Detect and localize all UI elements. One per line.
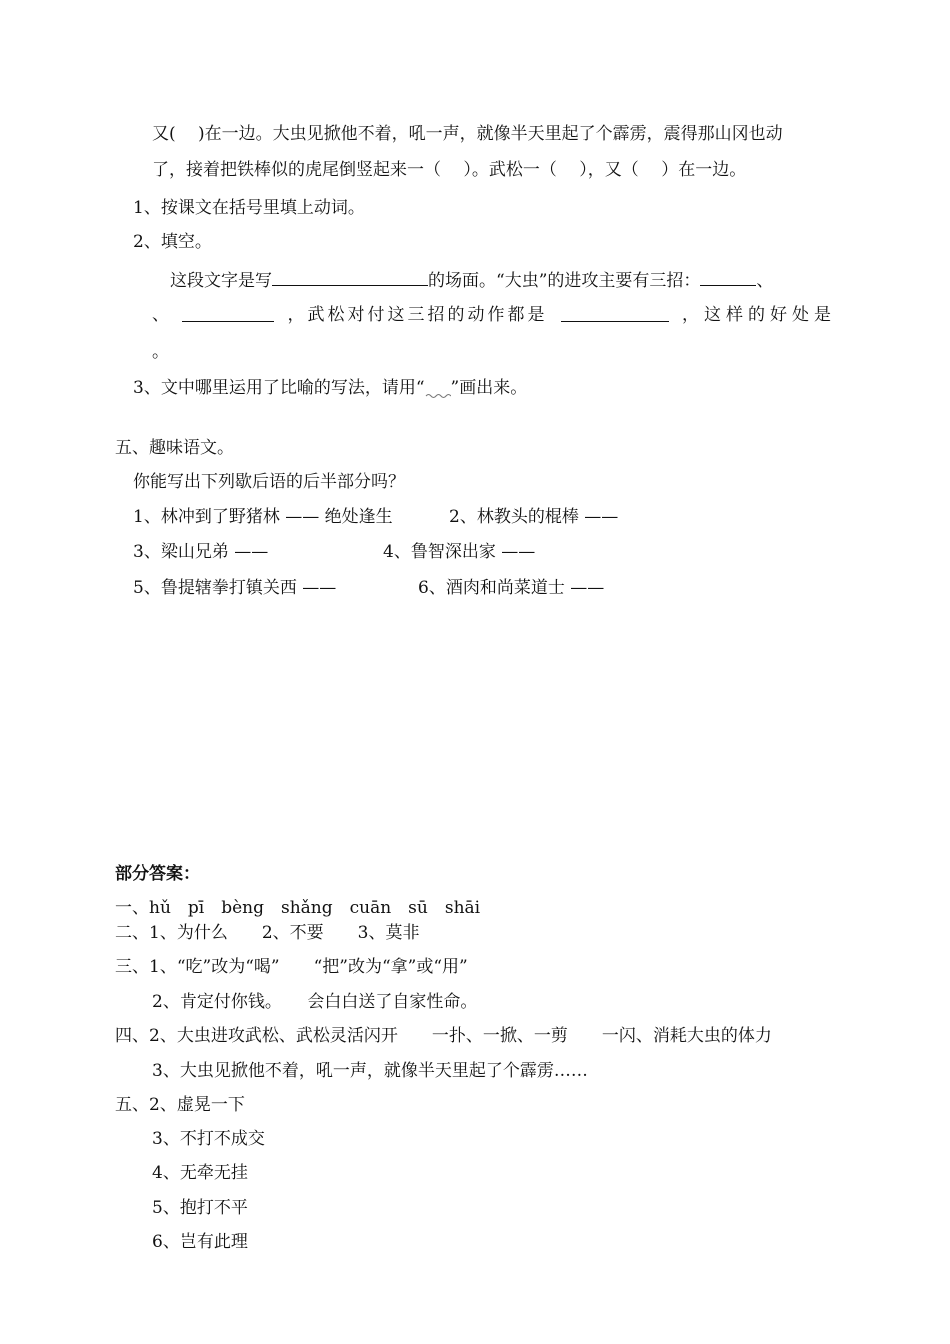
answer-4-3: 3、大虫见掀他不着，吼一声，就像半天里起了个霹雳…… <box>152 1061 588 1081</box>
answer-blank-2[interactable] <box>700 267 756 286</box>
answer-5-6: 6、岂有此理 <box>152 1232 248 1252</box>
question-2-fill-line-1 <box>170 267 773 293</box>
xiehouyu-item-5: 5、鲁提辖拳打镇关西 —— <box>133 578 337 598</box>
answer-blank-1[interactable] <box>272 267 428 286</box>
q2-text-g: 。 <box>152 342 169 362</box>
q2-text-e: ，武松对付这三招的动作都是 <box>287 305 548 325</box>
q2-text-f: ，这样的好处是 <box>682 305 836 325</box>
passage-line-2: 了，接着把铁棒似的虎尾倒竖起来一（ ）。武松一（ ），又（ ）在一边。 <box>152 160 747 180</box>
q2-text-d: 、 <box>152 305 169 325</box>
q3-text-a: 3、文中哪里运用了比喻的写法，请用“ <box>133 378 425 398</box>
answer-blank-4[interactable] <box>561 303 669 322</box>
xiehouyu-item-4: 4、鲁智深出家 —— <box>383 542 536 562</box>
xiehouyu-item-6: 6、酒肉和尚菜道士 —— <box>418 578 605 598</box>
answer-3: 三、1、“吃”改为“喝” “把”改为“拿”或“用” <box>115 957 468 977</box>
section-5-prompt: 你能写出下列歇后语的后半部分吗？ <box>133 472 405 492</box>
answer-5-5: 5、抱打不平 <box>152 1198 248 1218</box>
xiehouyu-item-3: 3、梁山兄弟 —— <box>133 542 269 562</box>
answer-3-2: 2、肯定付你钱。 会白白送了自家性命。 <box>152 992 478 1012</box>
xiehouyu-item-1: 1、林冲到了野猪林 —— 绝处逢生 <box>133 507 393 527</box>
wavy-underline-icon <box>425 385 451 399</box>
answer-4: 四、2、大虫进攻武松、武松灵活闪开 一扑、一掀、一剪 一闪、消耗大虫的体力 <box>115 1026 772 1046</box>
q3-text-b: ”画出来。 <box>450 378 528 398</box>
answer-blank-3[interactable] <box>182 303 274 322</box>
question-2-fill-line-2 <box>152 303 836 327</box>
answer-5-3: 3、不打不成交 <box>152 1129 265 1149</box>
answer-5: 五、2、虚晃一下 <box>115 1095 245 1115</box>
question-3 <box>133 376 527 400</box>
section-5-title: 五、趣味语文。 <box>115 438 234 458</box>
question-2: 2、填空。 <box>133 232 212 252</box>
passage-line-1: 又( )在一边。大虫见掀他不着，吼一声，就像半天里起了个霹雳，震得那山冈也动 <box>152 124 783 144</box>
q2-text-b: 的场面。“大虫”的进攻主要有三招： <box>428 271 701 291</box>
answers-title: 部分答案： <box>115 864 200 884</box>
q2-text-a: 这段文字是写 <box>170 271 272 291</box>
q2-text-c: 、 <box>756 271 774 291</box>
xiehouyu-item-2: 2、林教头的棍棒 —— <box>449 507 619 527</box>
answer-1: 一、hǔ pī bèng shǎng cuān sū shāi <box>115 898 481 918</box>
answer-2: 二、1、为什么 2、不要 3、莫非 <box>115 923 420 943</box>
answer-5-4: 4、无牵无挂 <box>152 1163 248 1183</box>
question-1: 1、按课文在括号里填上动词。 <box>133 198 365 218</box>
